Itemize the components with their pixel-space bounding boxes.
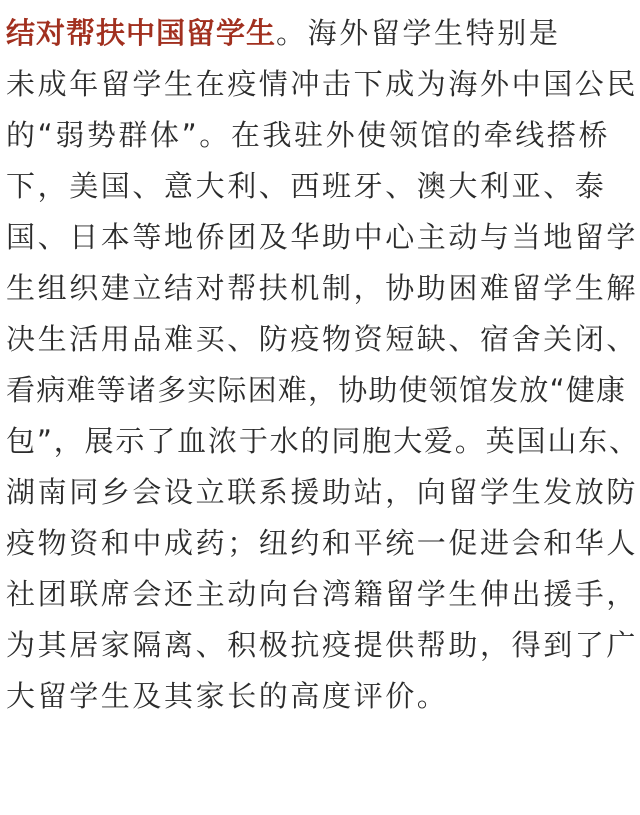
paragraph-line-3: 的“弱势群体”。在我驻外使领馆的牵线搭桥 (6, 118, 611, 152)
paragraph-line-11: 疫物资和中成药；纽约和平统一促进会和华人 (6, 526, 639, 560)
paragraph-line-14: 大留学生及其家长的高度评价。 (6, 679, 449, 713)
paragraph-line-10: 湖南同乡会设立联系援助站，向留学生发放防 (6, 475, 639, 509)
paragraph-heading: 结对帮扶中国留学生 (6, 16, 277, 50)
paragraph-line-8: 看病难等诸多实际困难，协助使领馆发放“健康 (6, 373, 627, 407)
paragraph-line-1-text: 。海外留学生特别是 (276, 16, 561, 50)
article-paragraph (6, 8, 640, 722)
paragraph-line-2: 未成年留学生在疫情冲击下成为海外中国公民 (6, 67, 639, 101)
paragraph-line-5: 国、日本等地侨团及华助中心主动与当地留学 (6, 220, 639, 254)
paragraph-line-13: 为其居家隔离、积极抗疫提供帮助，得到了广 (6, 628, 639, 662)
paragraph-line-7: 决生活用品难买、防疫物资短缺、宿舍关闭、 (6, 322, 639, 356)
paragraph-line-9: 包”，展示了血浓于水的同胞大爱。英国山东、 (6, 424, 640, 458)
paragraph-line-1 (6, 8, 640, 59)
paragraph-line-12: 社团联席会还主动向台湾籍留学生伸出援手， (6, 577, 639, 611)
paragraph-line-4: 下，美国、意大利、西班牙、澳大利亚、泰 (6, 169, 607, 203)
paragraph-line-6: 生组织建立结对帮扶机制，协助困难留学生解 (6, 271, 639, 305)
